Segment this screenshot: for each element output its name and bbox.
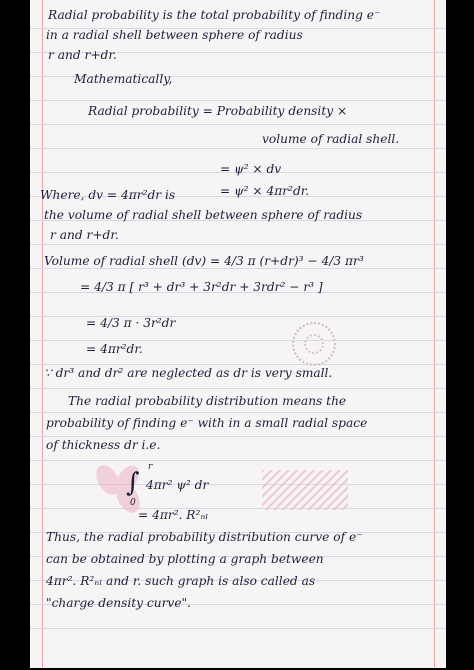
line-12: = 4/3 π · 3r²dr [86, 316, 176, 330]
line-17: of thickness dr i.e. [46, 438, 161, 452]
integral-lower-limit: 0 [130, 498, 136, 508]
line-13: = 4πr²dr. [86, 342, 143, 356]
line-5a: Radial probability = Probability density × [88, 104, 348, 118]
bleed-through-circle-inner [304, 334, 324, 354]
integral-upper-limit: r [148, 462, 153, 472]
line-10: Volume of radial shell (dv) = 4/3 π (r+dr)³ − 4/3 πr³ [44, 254, 364, 268]
line-7b: = ψ² × 4πr²dr. [220, 184, 310, 198]
line-16: probability of finding e⁻ with in a small radial space [46, 416, 368, 430]
line-19: = 4πr². R²ₙₗ [138, 508, 209, 522]
line-15: The radial probability distribution means the [68, 394, 347, 408]
line-8: the volume of radial shell between sphere of radius [44, 208, 363, 222]
line-22: 4πr². R²ₙₗ and r. such graph is also called as [46, 574, 316, 588]
line-7a: Where, dv = 4πr²dr is [40, 188, 176, 202]
line-1: Radial probability is the total probability of finding e⁻ [48, 8, 381, 22]
line-6: = ψ² × dv [220, 162, 282, 176]
line-21: can be obtained by plotting a graph between [46, 552, 324, 566]
line-4: Mathematically, [74, 72, 173, 86]
line-2: in a radial shell between sphere of radius [46, 28, 303, 42]
line-23: "charge density curve". [46, 596, 192, 610]
line-20: Thus, the radial probability distribution curve of e⁻ [46, 530, 363, 544]
bleed-through-shading [262, 470, 348, 510]
line-14: ∵ dr³ and dr² are neglected as dr is very small. [44, 366, 333, 380]
line-5b: volume of radial shell. [262, 132, 400, 146]
line-3: r and r+dr. [48, 48, 117, 62]
line-18: 4πr² ψ² dr [146, 478, 209, 492]
integral-sign: ∫ [126, 468, 140, 498]
line-11: = 4/3 π [ r³ + dr³ + 3r²dr + 3rdr² − r³ ] [80, 280, 323, 294]
notebook-page [30, 0, 446, 668]
line-9: r and r+dr. [50, 228, 119, 242]
